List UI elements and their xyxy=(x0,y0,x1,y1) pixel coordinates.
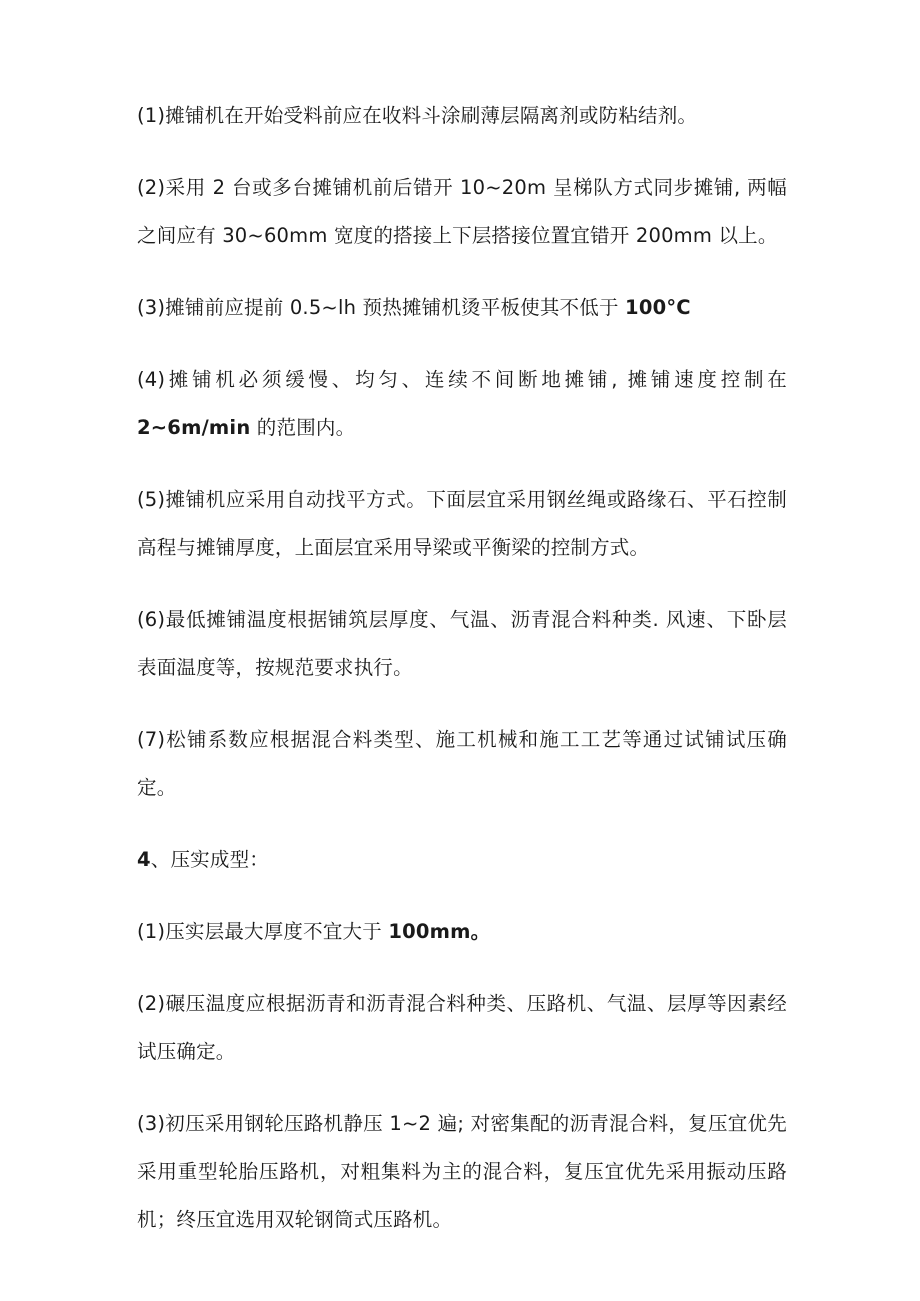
paragraph-paver-release-agent xyxy=(137,92,787,140)
paragraph-max-thickness xyxy=(137,908,787,956)
paragraph-text: (2)采用 2 台或多台摊铺机前后错开 10~20m 呈梯队方式同步摊铺, 两幅之间应有 30~60mm 宽度的搭接上下层搭接位置宜错开 200mm 以上。 xyxy=(137,176,787,247)
paragraph-text: (3)摊铺前应提前 0.5~lh 预热摊铺机烫平板使其不低于 xyxy=(137,296,626,319)
paragraph-rolling-temperature xyxy=(137,980,787,1076)
section-title: 、压实成型： xyxy=(150,848,269,871)
section-number: 4 xyxy=(137,848,151,871)
paragraph-text: (4)摊铺机必须缓慢、均匀、连续不间断地摊铺, 摊铺速度控制在 xyxy=(137,368,787,391)
paragraph-text: (6)最低摊铺温度根据铺筑层厚度、气温、沥青混合料种类. 风速、下卧层表面温度等，按规范要求执行。 xyxy=(137,608,787,679)
bold-value: 100°C xyxy=(625,296,691,319)
paragraph-paver-echelon xyxy=(137,164,787,260)
bold-value: 2~6m/min xyxy=(137,416,251,439)
document-page xyxy=(137,92,787,1268)
bold-value: 100mm。 xyxy=(388,920,491,943)
paragraph-text: (7)松铺系数应根据混合料类型、施工机械和施工工艺等通过试铺试压确定。 xyxy=(137,728,787,799)
paragraph-text: (2)碾压温度应根据沥青和沥青混合料种类、压路机、气温、层厚等因素经试压确定。 xyxy=(137,992,787,1063)
paragraph-min-temperature xyxy=(137,596,787,692)
paragraph-preheat-screed xyxy=(137,284,787,332)
paragraph-roller-passes xyxy=(137,1100,787,1244)
paragraph-loose-coefficient xyxy=(137,716,787,812)
paragraph-text: (1)压实层最大厚度不宜大于 xyxy=(137,920,389,943)
paragraph-text: (1)摊铺机在开始受料前应在收料斗涂刷薄层隔离剂或防粘结剂。 xyxy=(137,104,698,127)
paragraph-text: (5)摊铺机应采用自动找平方式。下面层宜采用钢丝绳或路缘石、平石控制高程与摊铺厚度，上面层宜采用导梁或平衡梁的控制方式。 xyxy=(137,488,787,559)
paragraph-text: (3)初压采用钢轮压路机静压 1~2 遍; 对密集配的沥青混合料，复压宜优先采用重型轮胎压路机，对粗集料为主的混合料，复压宜优先采用振动压路机；终压宜选用双轮钢筒式压路机。 xyxy=(137,1112,787,1231)
paragraph-text: 的范围内。 xyxy=(250,416,356,439)
paragraph-auto-leveling xyxy=(137,476,787,572)
paragraph-paving-speed xyxy=(137,356,787,452)
section-heading-compaction xyxy=(137,836,787,884)
